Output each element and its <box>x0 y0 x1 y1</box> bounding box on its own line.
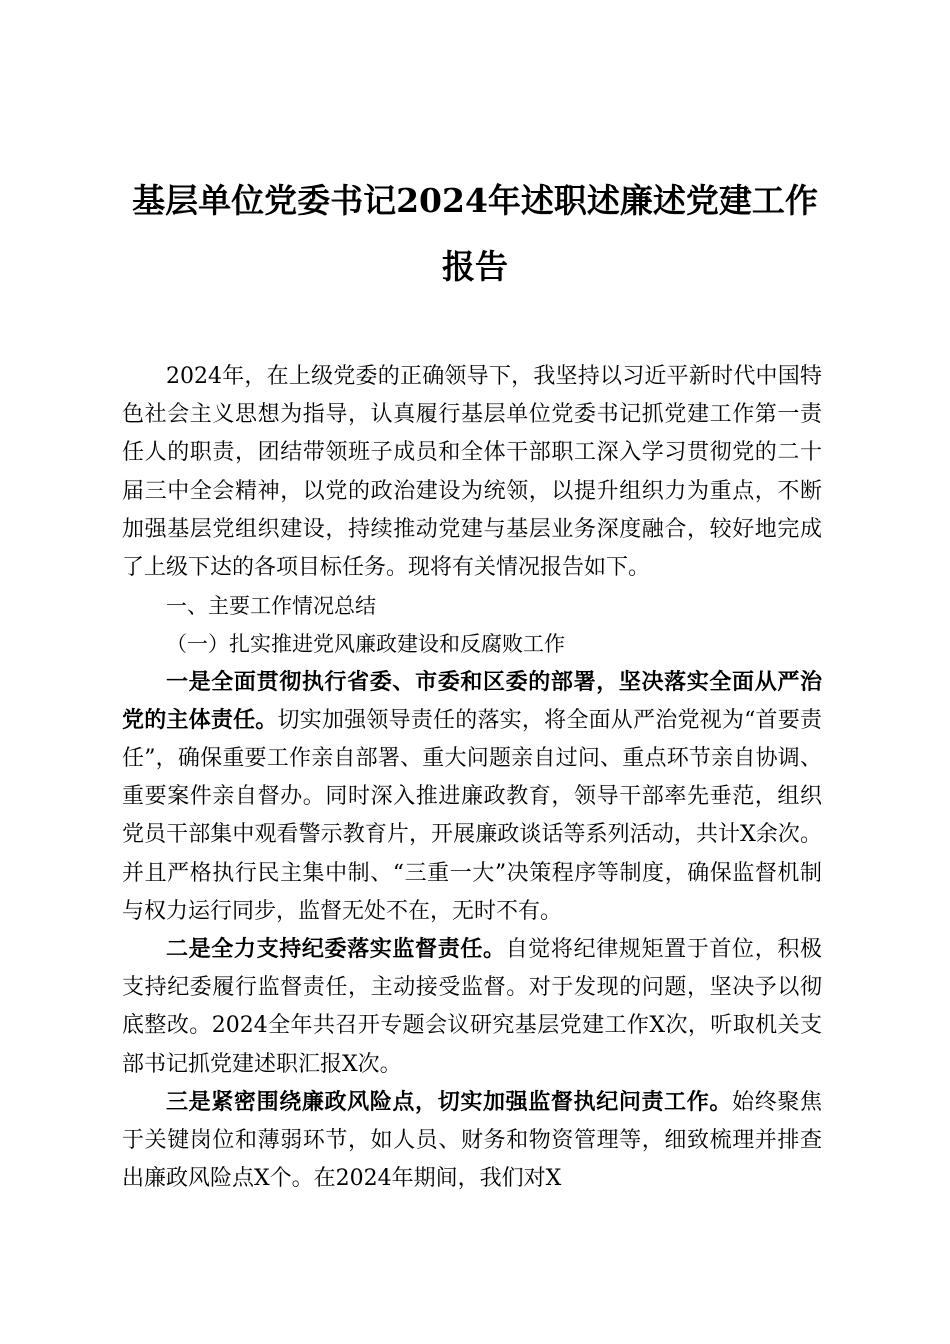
point-two-paragraph <box>122 931 822 1084</box>
point-one-paragraph <box>122 664 822 931</box>
point-three-body: 始终聚焦于关键岗位和薄弱环节，如人员、财务和物资管理等，细致梳理并排查出廉政风险点X个。在2024年期间，我们对X <box>122 1089 822 1192</box>
document-body <box>122 358 822 1198</box>
point-two-lead: 二是全力支持纪委落实监督责任。 <box>166 937 506 963</box>
intro-paragraph: 2024年，在上级党委的正确领导下，我坚持以习近平新时代中国特色社会主义思想为指导，认真履行基层单位党委书记抓党建工作第一责任人的职责，团结带领班子成员和全体干部职工深入学习贯彻党的二十届三中全会精神，以党的政治建设为统领，以提升组织力为重点，不断加强基层党组织建设，持续推动党建与基层业务深度融合，较好地完成了上级下达的各项目标任务。现将有关情况报告如下。 <box>122 364 822 581</box>
document-title: 基层单位党委书记2024年述职述廉述党建工作报告 <box>132 181 818 286</box>
section-heading: 一、主要工作情况总结 <box>166 594 376 619</box>
point-one-lead: 一是全面贯彻执行省委、市委和区委的部署，坚决落实全面从严治党的主体责任。 <box>122 669 822 733</box>
point-one-body: 切实加强领导责任的落实，将全面从严治党视为“首要责任”，确保重要工作亲自部署、重大问题亲自过问、重点环节亲自协调、重要案件亲自督办。同时深入推进廉政教育，领导干部率先垂范，组织党员干部集中观看警示教育片，开展廉政谈话等系列活动，共计X余次。并且严格执行民主集中制、“三重一大”决策程序等制度，确保监督机制与权力运行同步，监督无处不在，无时不有。 <box>122 707 822 924</box>
point-three-paragraph <box>122 1084 822 1199</box>
point-two-body: 自觉将纪律规矩置于首位，积极支持纪委履行监督责任，主动接受监督。对于发现的问题，坚决予以彻底整改。2024全年共召开专题会议研究基层党建工作X次，听取机关支部书记抓党建述职汇报X次。 <box>122 937 822 1077</box>
subsection-heading: （一）扎实推进党风廉政建设和反腐败工作 <box>166 632 565 657</box>
point-three-lead: 三是紧密围绕廉政风险点，切实加强监督执纪问责工作。 <box>166 1089 733 1115</box>
